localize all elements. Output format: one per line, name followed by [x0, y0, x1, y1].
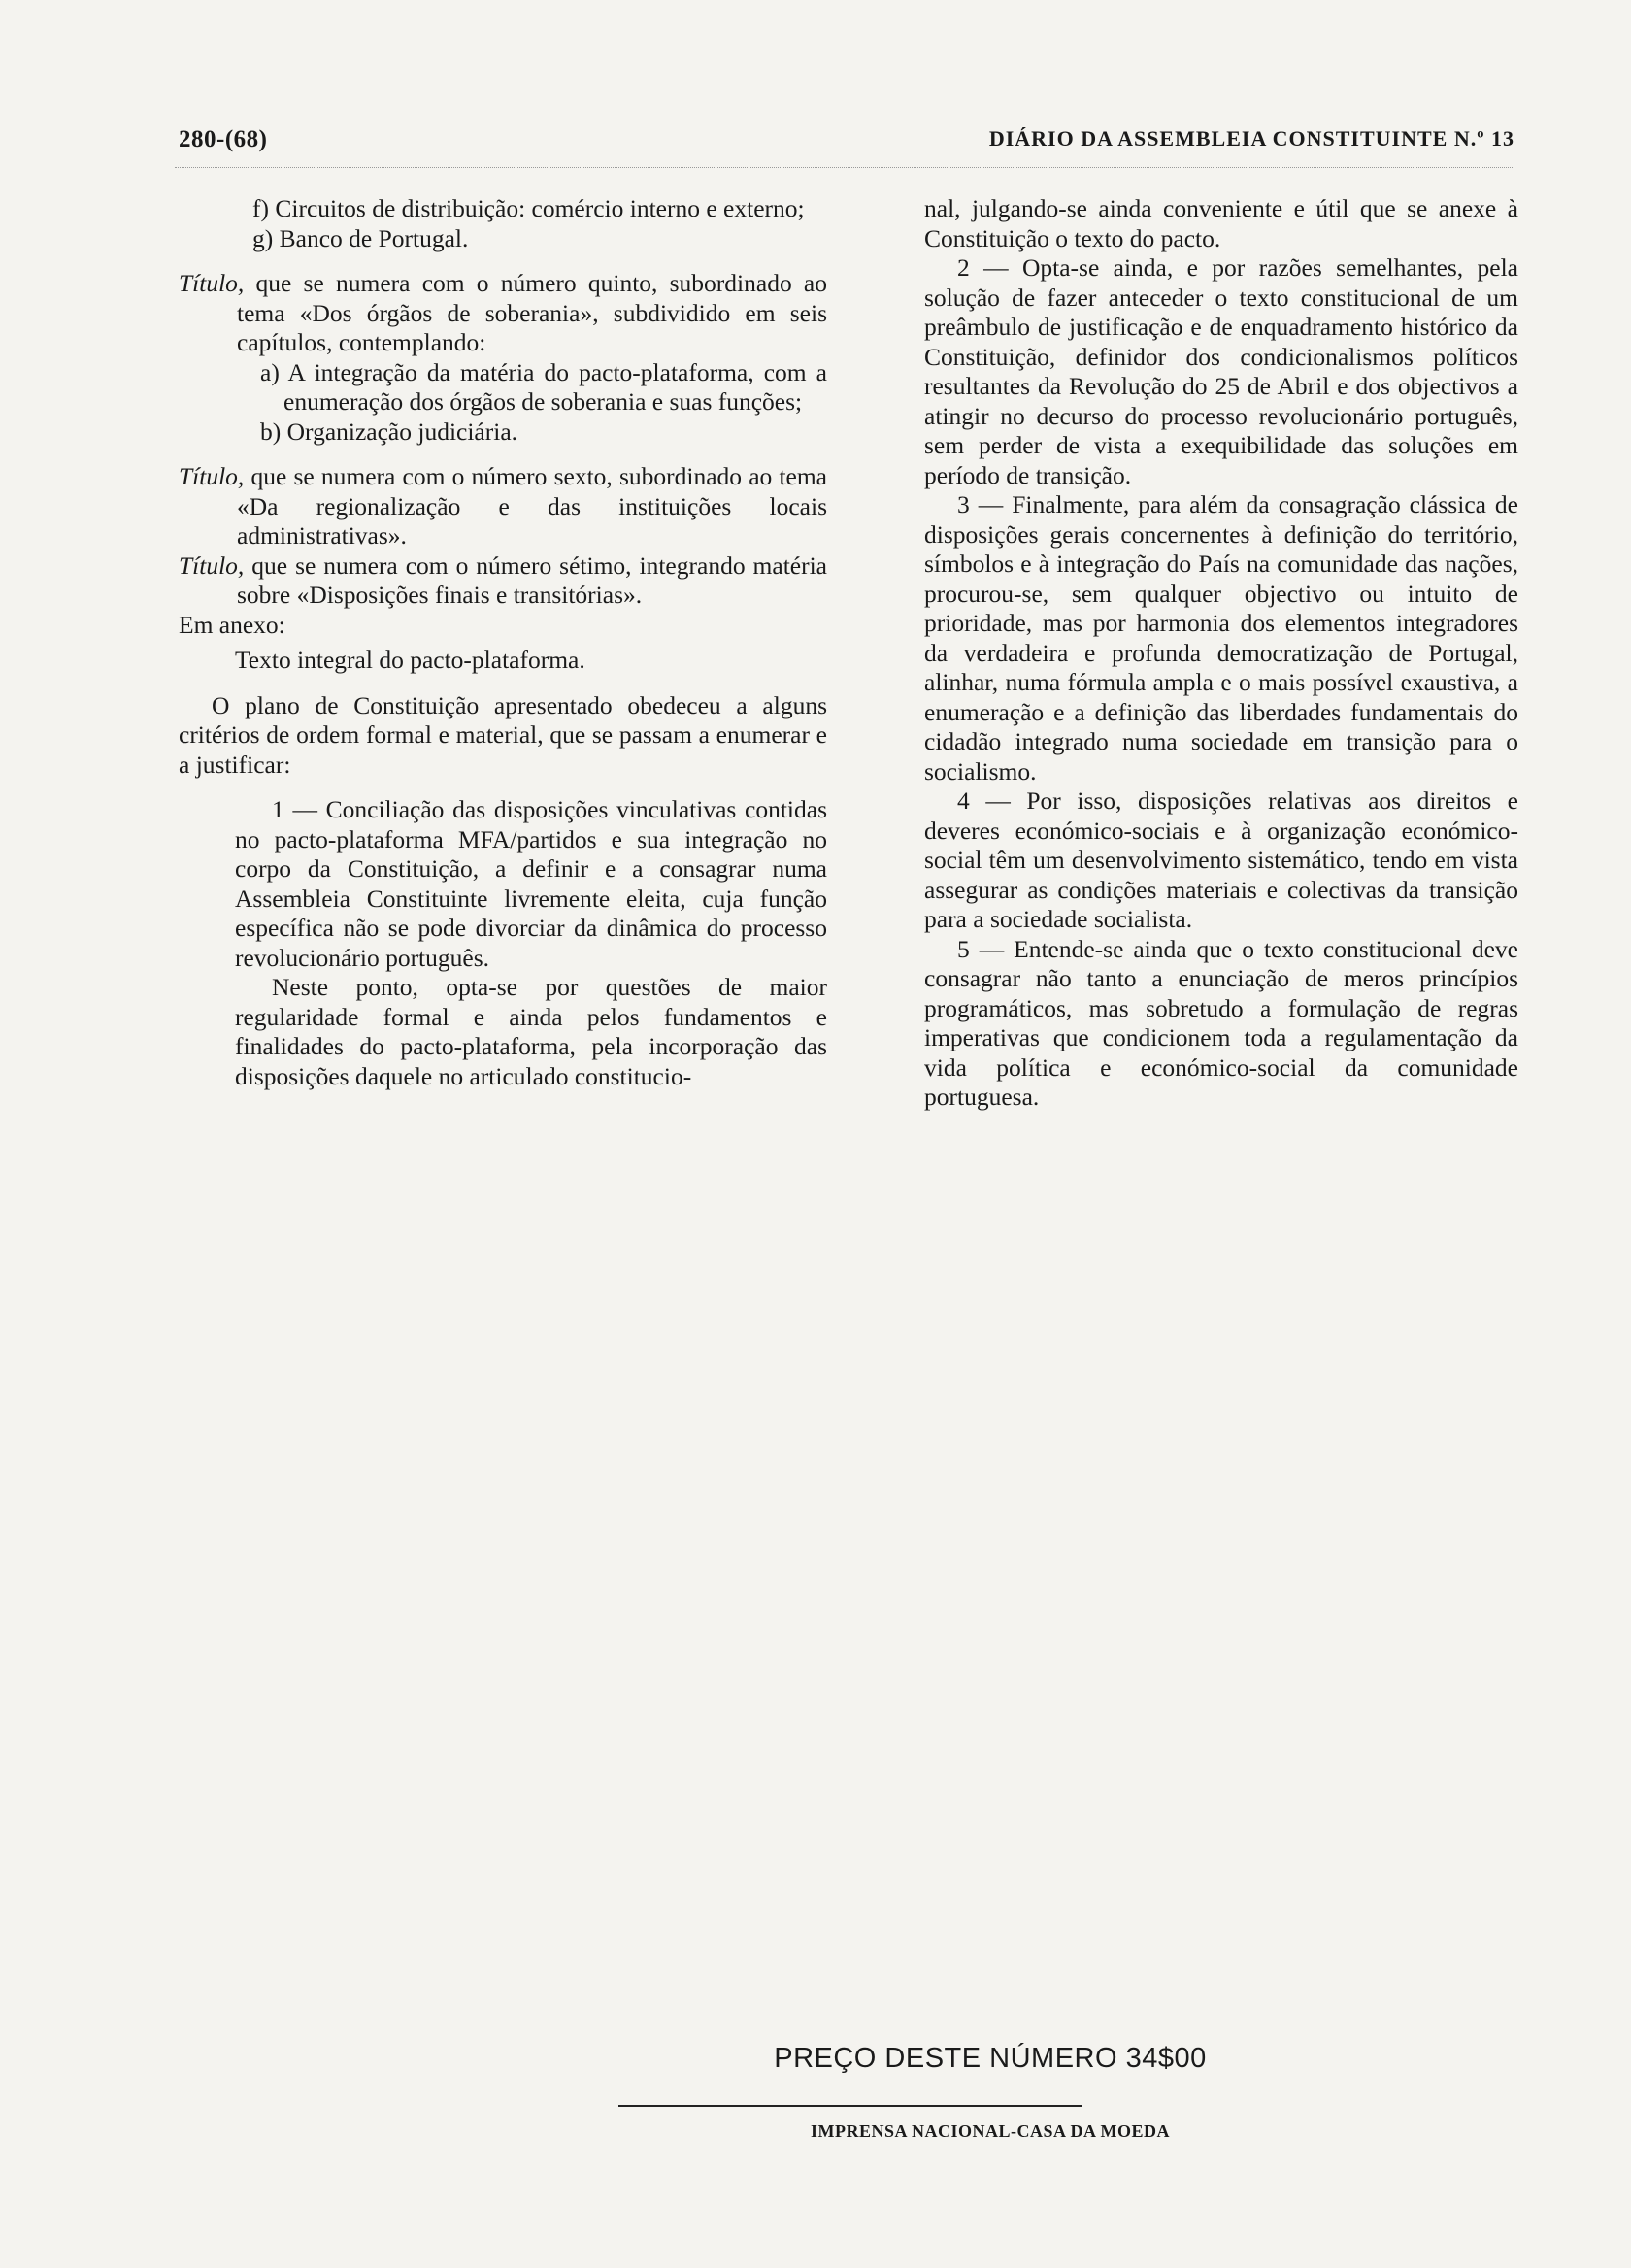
em-anexo: Em anexo: [179, 610, 285, 639]
criteria-block [179, 795, 827, 1091]
list-item-g: g) Banco de Portugal. [252, 223, 469, 252]
imprint: IMPRENSA NACIONAL-CASA DA MOEDA [810, 2121, 1171, 2141]
paragraph-1: 1 — Conciliação das disposições vinculativas contidas no pacto-plataforma MFA/partidos e sua integração no corpo da Constituição, a definir e a consagrar numa Assembleia Constituinte livremente eleita, cuja função específica não se pode divorciar da dinâmica do processo revolucionário português. [235, 795, 827, 972]
titulo-label: Título, [179, 462, 245, 490]
titulo-setimo [179, 551, 827, 611]
footer-rule [618, 2105, 1082, 2107]
titulo-text: que se numera com o número quinto, subordinado ao tema «Dos órgãos de soberania», subdividido em seis capítulos, contemplando: [237, 269, 827, 356]
header-rule [175, 167, 1514, 168]
titulo-text: que se numera com o número sétimo, integrando matéria sobre «Disposições finais e transitórias». [237, 550, 827, 609]
titulo-label: Título, [179, 269, 245, 297]
right-column [924, 194, 1518, 1113]
paragraph-3: 3 — Finalmente, para além da consagração clássica de disposições gerais concernentes à definição do território, símbolos e à integração do País na comunidade das nações, procurou-se, sem qualquer objectivo ou intuito de prioridade, mas por harmonia dos elementos integradores da verdadeira e profunda democratização de Portugal, alinhar, numa fórmula ampla e o mais possível exaustiva, a enumeração e a definição das liberdades fundamentais do cidadão integrado numa sociedade em transição para o socialismo. [924, 490, 1518, 785]
titulo-label: Título, [179, 550, 245, 580]
paragraph-plano: O plano de Constituição apresentado obedeceu a alguns critérios de ordem formal e material, que se passam a enumerar e a justificar: [179, 690, 827, 779]
list-item-b: b) Organização judiciária. [260, 417, 518, 446]
list-item-f: f) Circuitos de distribuição: comércio interno e externo; [252, 194, 805, 222]
paragraph-continuation: nal, julgando-se ainda conveniente e útil que se anexe à Constituição o texto do pacto. [924, 194, 1518, 252]
paragraph-4: 4 — Por isso, disposições relativas aos direitos e deveres económico-sociais e à organização económico-social têm um desenvolvimento sistemático, tendo em vista assegurar as condições materiais e colectivas da transição para a sociedade socialista. [924, 786, 1518, 933]
running-title: DIÁRIO DA ASSEMBLEIA CONSTITUINTE N.º 13 [988, 126, 1514, 150]
list-item-a: a) A integração da matéria do pacto-plataforma, com a enumeração dos órgãos de soberania e suas funções; [260, 357, 827, 416]
paragraph-2: 2 — Opta-se ainda, e por razões semelhantes, pela solução de fazer anteceder o texto constitucional de um preâmbulo de justificação e de enquadramento histórico da Constituição, definidor dos condicionalismos políticos resultantes da Revolução do 25 de Abril e dos objectivos a atingir no decurso do processo revolucionário português, sem perder de vista a exequibilidade das soluções em período de transição. [924, 253, 1518, 489]
paragraph-5: 5 — Entende-se ainda que o texto constitucional deve consagrar não tanto a enunciação de meros princípios programáticos, mas sobretudo a formulação de regras imperativas que condicionem toda a regulamentação da vida política e económico-social da comunidade portuguesa. [924, 934, 1518, 1111]
left-column [179, 194, 827, 1091]
titulo-text: que se numera com o número sexto, subordinado ao tema «Da regionalização e das instituições locais administrativas». [237, 462, 827, 550]
paragraph-neste-ponto: Neste ponto, opta-se por questões de maior regularidade formal e ainda pelos fundamentos e finalidades do pacto-plataforma, pela incorporação das disposições daquele no articulado constitucio- [235, 973, 827, 1090]
price-line: PREÇO DESTE NÚMERO 34$00 [774, 2043, 1207, 2074]
texto-integral: Texto integral do pacto-plataforma. [235, 646, 585, 674]
titulo-quinto [179, 269, 827, 358]
titulo-sexto [179, 462, 827, 551]
page-number: 280-(68) [179, 126, 268, 152]
